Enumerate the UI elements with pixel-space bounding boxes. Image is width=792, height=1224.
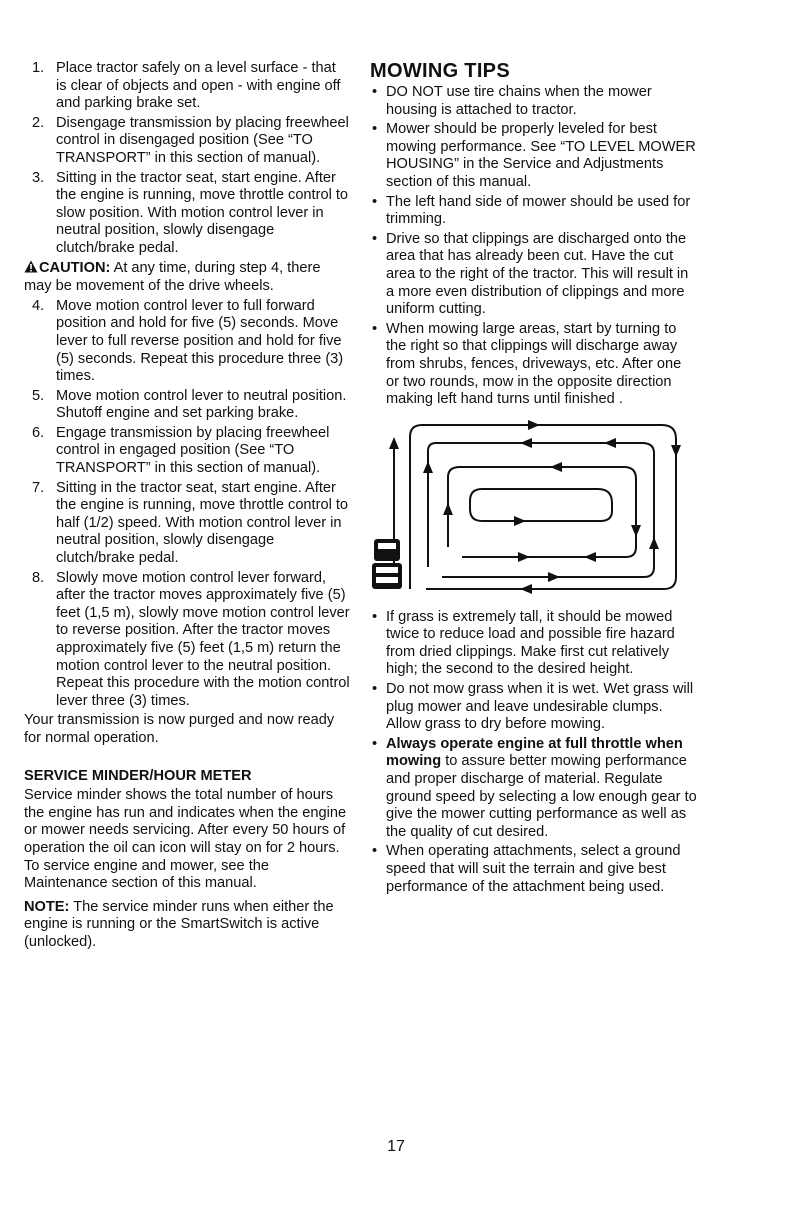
list-item bbox=[370, 231, 698, 319]
step-text: Move motion control lever to neutral position. Shutoff engine and set parking brake. bbox=[56, 387, 347, 422]
caution-text: At any time, during step 4, there may be movement of the drive wheels. bbox=[24, 259, 321, 295]
list-item bbox=[370, 194, 698, 229]
tip-text: DO NOT use tire chains when the mower housing is attached to tractor. bbox=[386, 84, 652, 118]
arrow-left-icon bbox=[520, 438, 532, 448]
list-item bbox=[24, 115, 350, 168]
bullet-icon: • bbox=[372, 608, 378, 625]
step-number: 5. bbox=[32, 387, 45, 404]
tip-text: When mowing large areas, start by turning to the right so that clippings will discharge away from shrubs, fences, driveways, etc. After one or two rounds, mow in the opposite direction making left hand turns until finished . bbox=[386, 320, 682, 408]
list-item bbox=[370, 321, 698, 409]
step-text: Move motion control lever to full forward position and hold for five (5) seconds. Move lever to full reverse position and hold for five (5) seconds. Repeat this procedure three (3) times. bbox=[56, 297, 344, 385]
service-note bbox=[24, 899, 350, 952]
mowing-tips-list bbox=[370, 84, 698, 409]
arrow-up-icon bbox=[443, 503, 453, 515]
step-number: 3. bbox=[32, 169, 45, 186]
arrow-up-icon bbox=[389, 437, 399, 449]
list-item bbox=[24, 388, 350, 423]
bullet-icon: • bbox=[372, 320, 378, 337]
step-text: Sitting in the tractor seat, start engine. After the engine is running, move throttle control to slow position. With motion control lever in neutral position, slowly disengage clutch/brake pedal. bbox=[56, 169, 349, 256]
step-number: 2. bbox=[32, 114, 45, 131]
arrow-left-icon bbox=[520, 584, 532, 594]
left-column bbox=[24, 60, 350, 952]
purge-steps-list-continued bbox=[24, 298, 350, 711]
bullet-icon: • bbox=[372, 230, 378, 247]
step-text: Place tractor safely on a level surface - that is clear of objects and open - with engine off and parking brake set. bbox=[56, 60, 341, 112]
arrow-right-icon bbox=[514, 516, 526, 526]
step-number: 8. bbox=[32, 569, 45, 586]
tip-text: When operating attachments, select a ground speed that will suit the terrain and give best performance of the attachment being used. bbox=[386, 843, 681, 895]
tip-text: Do not mow grass when it is wet. Wet grass will plug mower and leave undesirable clumps. Allow grass to dry before mowing. bbox=[386, 681, 694, 733]
list-item bbox=[370, 736, 698, 842]
mowing-pattern-diagram bbox=[370, 417, 698, 599]
step-text: Engage transmission by placing freewheel control in engaged position (See “TO TRANSPORT” in this section of manual). bbox=[56, 424, 330, 477]
arrow-up-icon bbox=[423, 461, 433, 473]
bullet-icon: • bbox=[372, 84, 378, 100]
mowing-tips-list-continued bbox=[370, 609, 698, 897]
list-item bbox=[24, 170, 350, 258]
bullet-icon: • bbox=[372, 193, 378, 210]
list-item bbox=[24, 570, 350, 711]
arrow-down-icon bbox=[671, 445, 681, 457]
tip-text: Mower should be properly leveled for best mowing performance. See “TO LEVEL MOWER HOUSING” in the Service and Adjustments section of this manual. bbox=[386, 121, 696, 190]
bullet-icon: • bbox=[372, 681, 378, 698]
arrow-up-icon bbox=[649, 537, 659, 549]
step-text: Slowly move motion control lever forward, after the tractor moves approximately five (5) feet (1,5 m), slowly move motion control lever to reverse position. After the tractor moves approximately five (5) feet (1,5 m) return the motion control lever to the neutral position. Repeat this procedure with the motion control lever three (3) times. bbox=[56, 569, 350, 709]
step-number: 4. bbox=[32, 297, 45, 314]
caution-notice bbox=[24, 260, 350, 296]
arrow-left-icon bbox=[584, 552, 596, 562]
list-item bbox=[370, 609, 698, 679]
arrow-down-icon bbox=[631, 525, 641, 537]
step-number: 6. bbox=[32, 424, 45, 441]
inner-mowing-path bbox=[470, 489, 612, 521]
page-number: 17 bbox=[387, 1138, 405, 1155]
arrow-right-icon bbox=[528, 420, 540, 430]
arrow-left-icon bbox=[550, 462, 562, 472]
list-item bbox=[370, 121, 698, 191]
step-text: Disengage transmission by placing freewheel control in disengaged position (See “TO TRANSPORT” in this section of manual). bbox=[56, 114, 349, 166]
list-item bbox=[370, 681, 698, 734]
tractor-icon bbox=[372, 539, 402, 589]
mowing-tips-title: MOWING TIPS bbox=[370, 60, 510, 82]
tip-bold-text: Always operate engine at full throttle when mowing bbox=[386, 735, 683, 770]
note-label: NOTE: bbox=[24, 898, 70, 915]
list-item bbox=[24, 480, 350, 568]
third-mowing-path bbox=[448, 467, 636, 557]
arrow-right-icon bbox=[548, 572, 560, 582]
step-number: 7. bbox=[32, 479, 45, 496]
right-column bbox=[370, 60, 698, 898]
bullet-icon: • bbox=[372, 735, 378, 752]
service-minder-heading: SERVICE MINDER/HOUR METER bbox=[24, 767, 252, 784]
tip-text: If grass is extremely tall, it should be mowed twice to reduce load and possible fire hazard from dried clippings. Make first cut relatively high; the second to the desired height. bbox=[386, 608, 675, 678]
bullet-icon: • bbox=[372, 843, 378, 860]
list-item bbox=[24, 425, 350, 478]
list-item bbox=[24, 298, 350, 386]
list-item bbox=[370, 84, 698, 119]
list-item bbox=[24, 60, 350, 113]
tip-text: to assure better mowing performance and proper discharge of material. Regulate ground speed by selecting a low enough gear to give the mower cutting performance as well as the quality of cut desired. bbox=[386, 753, 697, 840]
step-text: Sitting in the tractor seat, start engine. After the engine is running, move throttle control to half (1/2) speed. With motion control lever in neutral position, slowly disengage clutch/brake pedal. bbox=[56, 479, 349, 567]
tip-text: The left hand side of mower should be used for trimming. bbox=[386, 193, 691, 228]
purge-steps-list bbox=[24, 60, 350, 258]
tip-text: Drive so that clippings are discharged onto the area that has already been cut. Have the cut area to the right of the tractor. This will result in a more even distribution of clippings and more uniform cutting. bbox=[386, 230, 689, 318]
bullet-icon: • bbox=[372, 121, 378, 138]
note-text: The service minder runs when either the engine is running or the SmartSwitch is active (unlocked). bbox=[24, 898, 334, 950]
arrow-left-icon bbox=[604, 438, 616, 448]
purged-statement: Your transmission is now purged and now ready for normal operation. bbox=[24, 712, 335, 746]
warning-triangle-icon bbox=[24, 260, 38, 279]
list-item bbox=[370, 843, 698, 896]
step-number: 1. bbox=[32, 60, 45, 76]
service-minder-text: Service minder shows the total number of hours the engine has run and indicates when the engine or mower needs servicing. After every 50 hours of operation the oil can icon will stay on for 2 hours. To service engine and mower, see the Maintenance section of this manual. bbox=[24, 787, 347, 892]
caution-label: CAUTION: bbox=[39, 259, 111, 276]
arrow-right-icon bbox=[518, 552, 530, 562]
